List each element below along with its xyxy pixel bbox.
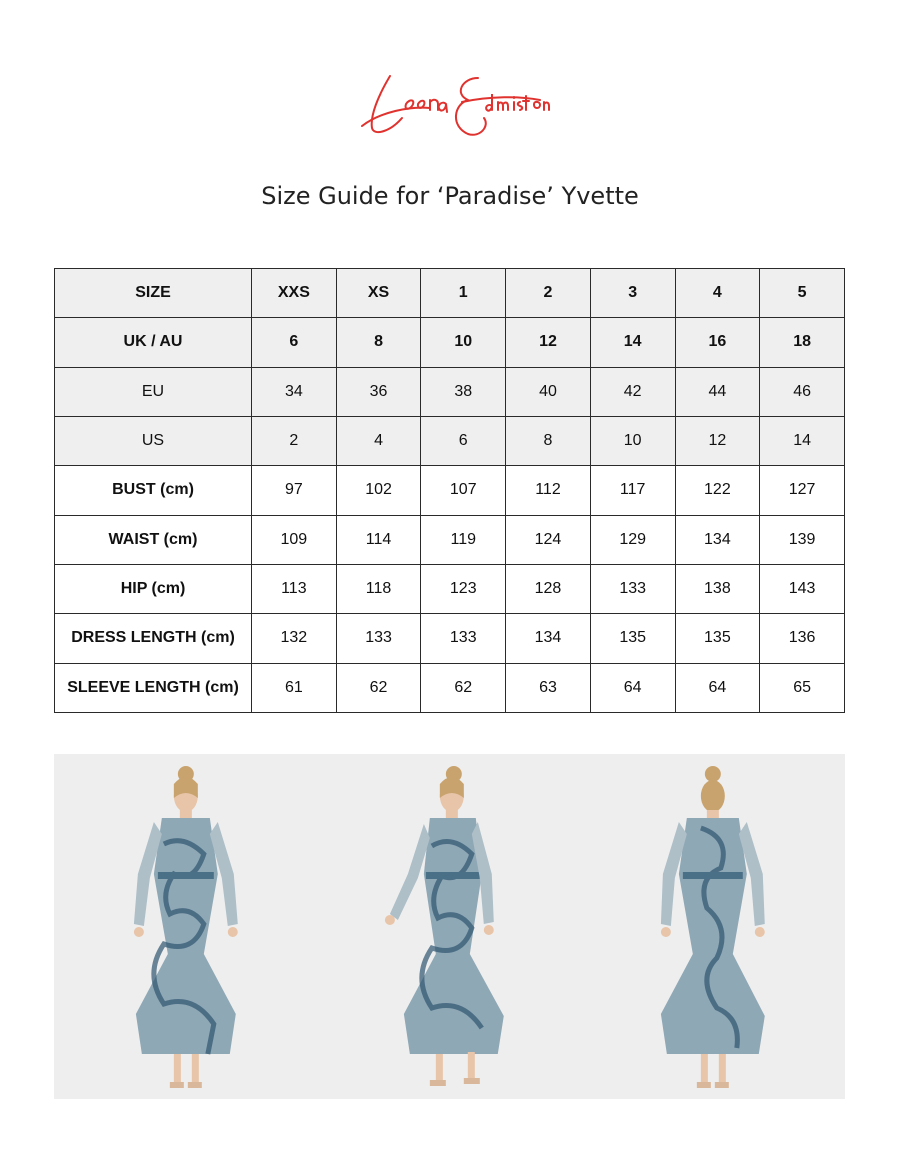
table-cell: 138 [675,564,760,613]
table-cell: 2 [252,416,337,465]
table-cell: 133 [590,564,675,613]
table-row [55,663,845,712]
table-cell: 16 [675,318,760,367]
table-cell: 8 [336,318,421,367]
table-row [55,564,845,613]
table-cell: 134 [506,614,591,663]
model-photo-three-quarter [318,754,582,1099]
row-label: HIP (cm) [55,564,252,613]
table-cell: 134 [675,515,760,564]
table-cell: 128 [506,564,591,613]
table-cell: 61 [252,663,337,712]
table-cell: 62 [421,663,506,712]
table-cell: 133 [421,614,506,663]
table-cell: 136 [760,614,845,663]
header-cell: 1 [421,269,506,318]
table-row [55,318,845,367]
page-title: Size Guide for ‘Paradise’ Yvette [261,182,639,210]
table-cell: 14 [760,416,845,465]
model-photo-strip [54,754,845,1099]
table-cell: 135 [675,614,760,663]
table-cell: 127 [760,466,845,515]
table-cell: 63 [506,663,591,712]
table-row [55,614,845,663]
table-cell: 34 [252,367,337,416]
header-cell: 2 [506,269,591,318]
header-label: SIZE [55,269,252,318]
table-cell: 129 [590,515,675,564]
row-label: BUST (cm) [55,466,252,515]
header-cell: 3 [590,269,675,318]
table-cell: 102 [336,466,421,515]
table-cell: 112 [506,466,591,515]
table-row [55,367,845,416]
table-row [55,466,845,515]
table-cell: 135 [590,614,675,663]
table-cell: 6 [252,318,337,367]
table-cell: 133 [336,614,421,663]
table-cell: 46 [760,367,845,416]
table-cell: 6 [421,416,506,465]
row-label: UK / AU [55,318,252,367]
size-guide-table [54,268,845,713]
table-cell: 109 [252,515,337,564]
row-label: EU [55,367,252,416]
header-cell: XXS [252,269,337,318]
table-cell: 4 [336,416,421,465]
brand-logo [350,56,550,156]
table-cell: 10 [421,318,506,367]
table-cell: 64 [590,663,675,712]
row-label: US [55,416,252,465]
table-cell: 119 [421,515,506,564]
table-cell: 122 [675,466,760,515]
table-cell: 132 [252,614,337,663]
table-cell: 36 [336,367,421,416]
table-cell: 10 [590,416,675,465]
table-cell: 107 [421,466,506,515]
table-cell: 64 [675,663,760,712]
table-cell: 12 [506,318,591,367]
table-cell: 123 [421,564,506,613]
table-cell: 8 [506,416,591,465]
table-cell: 44 [675,367,760,416]
row-label: SLEEVE LENGTH (cm) [55,663,252,712]
table-cell: 113 [252,564,337,613]
table-cell: 118 [336,564,421,613]
row-label: DRESS LENGTH (cm) [55,614,252,663]
table-cell: 38 [421,367,506,416]
table-cell: 124 [506,515,591,564]
table-cell: 42 [590,367,675,416]
table-cell: 14 [590,318,675,367]
table-cell: 40 [506,367,591,416]
table-row [55,515,845,564]
table-cell: 62 [336,663,421,712]
table-cell: 139 [760,515,845,564]
header-cell: 5 [760,269,845,318]
table-header-row [55,269,845,318]
table-cell: 18 [760,318,845,367]
table-cell: 114 [336,515,421,564]
table-row [55,416,845,465]
model-photo-back [581,754,845,1099]
model-photo-front [54,754,318,1099]
row-label: WAIST (cm) [55,515,252,564]
header-cell: 4 [675,269,760,318]
table-cell: 12 [675,416,760,465]
table-cell: 97 [252,466,337,515]
header-cell: XS [336,269,421,318]
table-cell: 143 [760,564,845,613]
table-cell: 65 [760,663,845,712]
table-cell: 117 [590,466,675,515]
